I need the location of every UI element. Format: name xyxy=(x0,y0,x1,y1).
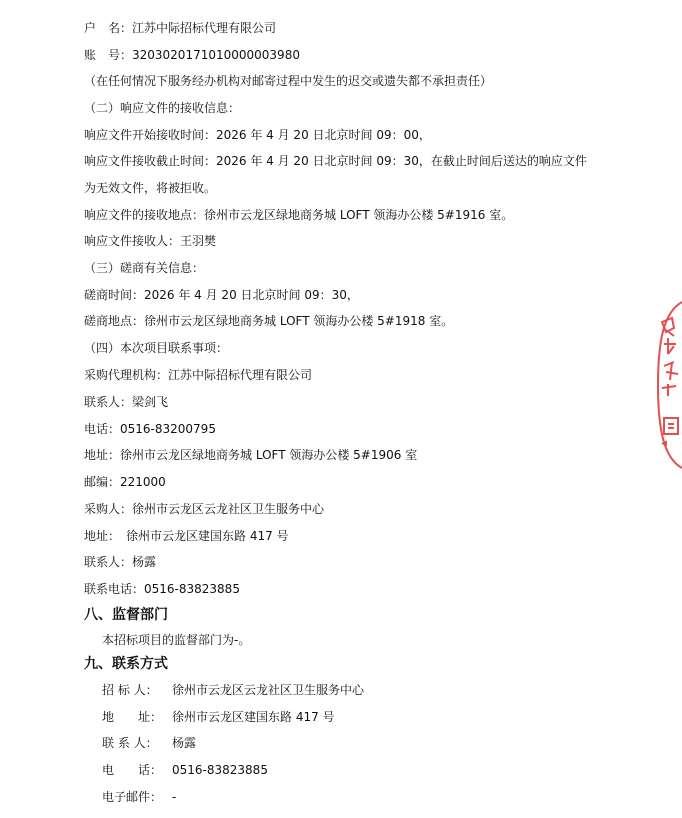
section-9-title: 九、联系方式 xyxy=(84,656,168,672)
agency-contact: 联系人：梁剑飞 xyxy=(84,395,169,409)
contact-row-address xyxy=(102,709,335,725)
mail-disclaimer: （在任何情况下服务经办机构对邮寄过程中发生的迟交或遗失都不承担责任） xyxy=(84,74,493,88)
consultation-time: 磋商时间：2026 年 4 月 20 日北京时间 09：30， xyxy=(84,288,359,302)
purchaser-contact: 联系人：杨露 xyxy=(84,555,157,569)
contact-label: 地 址： xyxy=(102,710,163,724)
agency-address: 地址：徐州市云龙区绿地商务城 LOFT 领海办公楼 5#1906 室 xyxy=(84,448,418,462)
purchaser-phone: 联系电话：0516-83823885 xyxy=(84,582,240,596)
contact-row-bidder xyxy=(102,682,364,698)
contact-value: 徐州市云龙区云龙社区卫生服务中心 xyxy=(172,683,365,697)
purchaser-address: 地址： 徐州市云龙区建国东路 417 号 xyxy=(84,529,289,543)
contact-row-person xyxy=(102,735,196,751)
account-name-line: 户 名：江苏中际招标代理有限公司 xyxy=(84,21,277,35)
section-3-title: （三）磋商有关信息： xyxy=(84,261,205,275)
contact-value: 徐州市云龙区建国东路 417 号 xyxy=(172,710,335,724)
company-seal-stamp xyxy=(654,300,682,470)
account-number-line: 账 号：32030201710100000039​80 xyxy=(84,48,300,62)
contact-label: 联 系 人： xyxy=(102,736,158,750)
consultation-location: 磋商地点：徐州市云龙区绿地商务城 LOFT 领海办公楼 5#1918 室。 xyxy=(84,314,454,328)
section-8-title: 八、监督部门 xyxy=(84,607,168,623)
contact-value: 杨露 xyxy=(172,736,197,750)
section-4-title: （四）本次项目联系事项： xyxy=(84,341,229,355)
response-receiver: 响应文件接收人：王羽樊 xyxy=(84,234,217,248)
contact-label: 电子邮件： xyxy=(102,790,163,804)
contact-value: - xyxy=(172,790,177,804)
contact-label: 电 话： xyxy=(102,763,163,777)
agency-line: 采购代理机构：江苏中际招标代理有限公司 xyxy=(84,368,313,382)
agency-phone: 电话：0516-83200795 xyxy=(84,422,216,436)
contact-row-phone xyxy=(102,762,268,778)
section-2-title: （二）响应文件的接收信息： xyxy=(84,101,241,115)
response-deadline-line2: 为无效文件，将被拒收。 xyxy=(84,181,217,195)
supervision-text: 本招标项目的监督部门为-。 xyxy=(102,633,251,647)
contact-row-email xyxy=(102,789,176,805)
contact-value: 0516-83823885 xyxy=(172,763,268,777)
agency-postcode: 邮编：221000 xyxy=(84,475,166,489)
response-location: 响应文件的接收地点：徐州市云龙区绿地商务城 LOFT 领海办公楼 5#1916 室。 xyxy=(84,208,514,222)
response-deadline-line1: 响应文件接收截止时间：2026 年 4 月 20 日北京时间 09：30，在截止时间后送达的响应文件 xyxy=(84,154,587,168)
contact-label: 招 标 人： xyxy=(102,683,158,697)
purchaser-line: 采购人：徐州市云龙区云龙社区卫生服务中心 xyxy=(84,502,325,516)
response-start-time: 响应文件开始接收时间：2026 年 4 月 20 日北京时间 09：00， xyxy=(84,128,431,142)
